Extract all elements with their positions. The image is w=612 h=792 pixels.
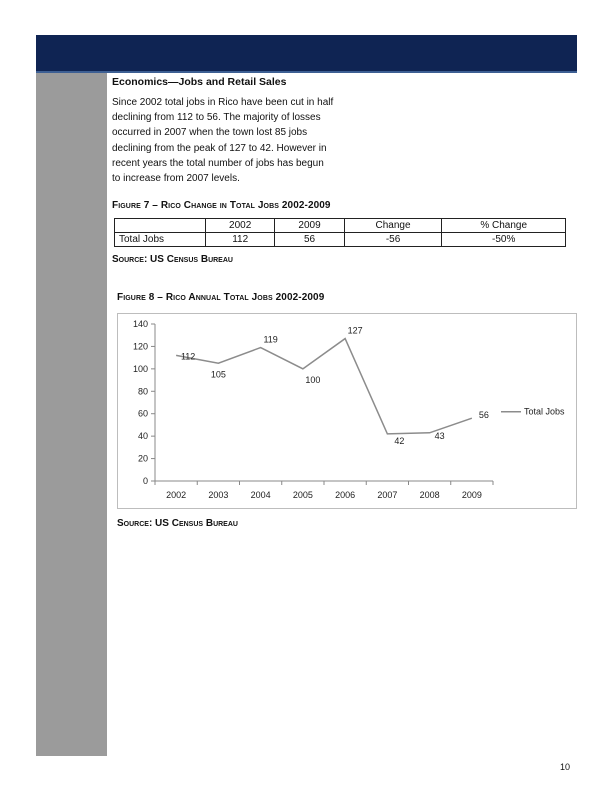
table-header-cell: 2009 [275, 219, 344, 233]
table-cell: -56 [344, 233, 442, 247]
header-accent-line [36, 71, 577, 73]
jobs-line-chart [117, 313, 577, 509]
x-tick-label: 2007 [377, 490, 398, 500]
table-header-cell: Change [344, 219, 442, 233]
y-tick-label: 20 [137, 453, 148, 464]
data-label: 43 [434, 430, 445, 441]
figure-7-title: Figure 7 – Rico Change in Total Jobs 2002-2009 [112, 200, 331, 211]
table-header-cell: % Change [442, 219, 566, 233]
data-label: 56 [478, 410, 489, 421]
table-cell: 112 [206, 233, 275, 247]
x-tick-label: 2006 [335, 490, 356, 500]
x-tick-label: 2008 [419, 490, 440, 500]
table-cell: -50% [442, 233, 566, 247]
header-banner [36, 35, 577, 71]
table-cell: Total Jobs [115, 233, 206, 247]
y-tick-label: 140 [132, 319, 148, 329]
table-cell: 56 [275, 233, 344, 247]
data-label: 105 [210, 369, 226, 380]
data-label: 112 [180, 351, 196, 362]
y-tick-label: 40 [137, 431, 148, 442]
y-tick-label: 0 [142, 476, 148, 486]
data-label: 42 [394, 435, 405, 446]
section-paragraph [112, 95, 352, 186]
paragraph-line: to increase from 2007 levels. [112, 173, 240, 185]
legend-label: Total Jobs [524, 406, 565, 417]
y-tick-label: 80 [137, 386, 148, 397]
paragraph-line: recent years the total number of jobs has begun [112, 157, 324, 169]
x-tick-label: 2009 [461, 490, 482, 500]
x-tick-label: 2004 [250, 490, 271, 500]
figure-8-title: Figure 8 – Rico Annual Total Jobs 2002-2009 [117, 292, 325, 303]
figure-7-source: Source: US Census Bureau [112, 254, 233, 265]
table-header-cell: 2002 [206, 219, 275, 233]
x-tick-label: 2005 [292, 490, 313, 500]
left-sidebar [36, 73, 107, 756]
series-line-total-jobs [176, 339, 472, 434]
section-heading: Economics—Jobs and Retail Sales [112, 76, 287, 88]
table-header-cell [115, 219, 206, 233]
paragraph-line: occurred in 2007 when the town lost 85 jobs [112, 127, 308, 139]
y-tick-label: 60 [137, 408, 148, 419]
table-row [115, 233, 566, 247]
page-number: 10 [559, 762, 570, 772]
data-label: 100 [305, 374, 321, 385]
data-label: 127 [347, 325, 363, 336]
x-tick-label: 2002 [166, 490, 187, 500]
figure-8-source: Source: US Census Bureau [117, 518, 238, 529]
x-tick-label: 2003 [208, 490, 229, 500]
table-header-row [115, 219, 566, 233]
paragraph-line: Since 2002 total jobs in Rico have been cut in half [112, 97, 334, 108]
y-tick-label: 120 [132, 341, 148, 352]
jobs-change-table [114, 218, 566, 247]
paragraph-line: declining from 112 to 56. The majority of losses [112, 112, 321, 124]
data-label: 119 [263, 334, 278, 345]
paragraph-line: declining from the peak of 127 to 42. However in [112, 142, 327, 154]
y-tick-label: 100 [132, 363, 148, 374]
